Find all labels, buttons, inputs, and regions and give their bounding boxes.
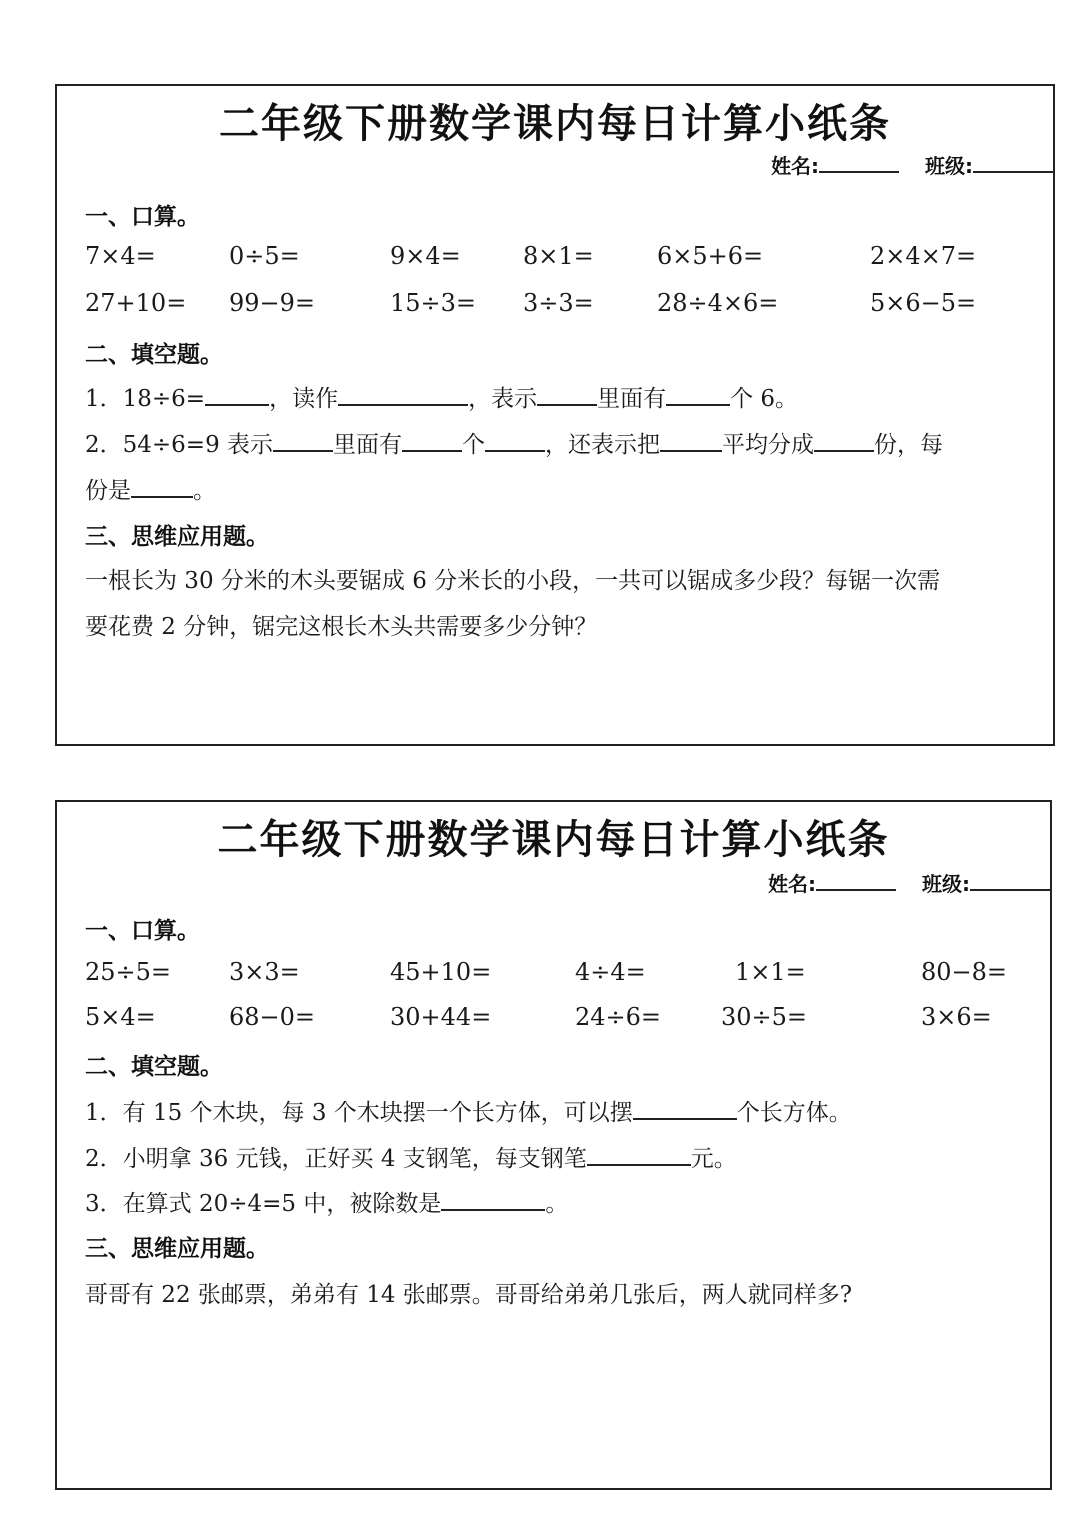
oral-problem: 8×1= — [523, 242, 594, 270]
fill-text: 。 — [545, 1191, 569, 1217]
answer-blank[interactable] — [633, 1096, 737, 1120]
oral-problem: 45+10= — [390, 958, 492, 986]
name-class-bar — [771, 150, 1053, 179]
oral-problem: 0÷5= — [229, 242, 300, 270]
answer-blank[interactable] — [441, 1187, 545, 1211]
fill-question-3 — [85, 1185, 568, 1218]
fill-question-2-cont — [85, 472, 216, 505]
fill-text: 份是 — [85, 478, 131, 504]
oral-problem: 9×4= — [390, 242, 461, 270]
fill-question-1 — [85, 1094, 852, 1127]
answer-blank[interactable] — [666, 382, 730, 406]
class-label: 班级: — [922, 872, 970, 896]
fill-text: 个 — [462, 432, 486, 458]
oral-problem: 68−0= — [229, 1003, 316, 1031]
oral-problem: 1×1= — [735, 958, 806, 986]
oral-problem: 5×6−5= — [870, 289, 977, 317]
section-heading-oral: 一、口算。 — [85, 918, 200, 944]
worksheet-title: 二年级下册数学课内每日计算小纸条 — [217, 817, 890, 863]
fill-text: 3．在算式 20÷4=5 中，被除数是 — [85, 1191, 442, 1217]
oral-problem: 24÷6= — [575, 1003, 662, 1031]
oral-problem: 99−9= — [229, 289, 316, 317]
fill-question-1 — [85, 380, 798, 413]
oral-problem: 6×5+6= — [657, 242, 764, 270]
fill-question-2 — [85, 1140, 737, 1173]
section-heading-thinking: 三、思维应用题。 — [85, 1236, 269, 1262]
name-label: 姓名: — [768, 872, 817, 896]
oral-problem: 5×4= — [85, 1003, 156, 1031]
word-problem-line: 一根长为 30 分米的木头要锯成 6 分米长的小段，一共可以锯成多少段？每锯一次需 — [85, 568, 941, 594]
answer-blank[interactable] — [402, 428, 462, 452]
oral-problem: 25÷5= — [85, 958, 172, 986]
oral-problem: 3÷3= — [523, 289, 594, 317]
oral-problem: 30÷5= — [721, 1003, 808, 1031]
answer-blank[interactable] — [273, 428, 333, 452]
fill-text: 里面有 — [597, 386, 667, 412]
word-problem-line: 哥哥有 22 张邮票，弟弟有 14 张邮票。哥哥给弟弟几张后，两人就同样多? — [85, 1282, 853, 1308]
answer-blank[interactable] — [205, 382, 269, 406]
fill-text: 元。 — [690, 1146, 737, 1172]
class-blank[interactable] — [973, 153, 1053, 173]
section-heading-fill: 二、填空题。 — [85, 342, 223, 368]
fill-text: ，表示 — [468, 386, 538, 412]
fill-text: 个 6。 — [730, 386, 799, 412]
answer-blank[interactable] — [485, 428, 545, 452]
oral-problem: 3×6= — [921, 1003, 992, 1031]
oral-problem: 30+44= — [390, 1003, 492, 1031]
answer-blank[interactable] — [660, 428, 722, 452]
fill-text: 份，每 — [874, 432, 944, 458]
section-heading-oral: 一、口算。 — [85, 204, 200, 230]
fill-text: 2．54÷6=9 表示 — [85, 432, 274, 458]
name-class-bar — [768, 868, 1050, 897]
answer-blank[interactable] — [587, 1142, 691, 1166]
class-label: 班级: — [925, 154, 973, 178]
fill-text: 1．18÷6= — [85, 386, 206, 412]
name-blank[interactable] — [816, 871, 896, 891]
fill-text: ，读作 — [269, 386, 339, 412]
section-heading-fill: 二、填空题。 — [85, 1054, 223, 1080]
worksheet-1 — [55, 84, 1055, 746]
fill-text: 2．小明拿 36 元钱，正好买 4 支钢笔，每支钢笔 — [85, 1146, 587, 1172]
fill-text: 平均分成 — [722, 432, 815, 458]
fill-text: 个长方体。 — [736, 1100, 852, 1126]
oral-problem: 28÷4×6= — [657, 289, 779, 317]
answer-blank[interactable] — [338, 382, 468, 406]
oral-problem: 2×4×7= — [870, 242, 977, 270]
answer-blank[interactable] — [131, 474, 193, 498]
oral-problem: 4÷4= — [575, 958, 646, 986]
oral-problem: 15÷3= — [390, 289, 477, 317]
fill-question-2 — [85, 426, 943, 459]
oral-problem: 80−8= — [921, 958, 1008, 986]
word-problem-line: 要花费 2 分钟，锯完这根长木头共需要多少分钟？ — [85, 614, 598, 640]
name-label: 姓名: — [771, 154, 820, 178]
fill-text: ，还表示把 — [545, 432, 661, 458]
class-blank[interactable] — [970, 871, 1050, 891]
name-blank[interactable] — [819, 153, 899, 173]
section-heading-thinking: 三、思维应用题。 — [85, 524, 269, 550]
answer-blank[interactable] — [537, 382, 597, 406]
worksheet-title: 二年级下册数学课内每日计算小纸条 — [219, 101, 891, 147]
oral-problem: 27+10= — [85, 289, 187, 317]
answer-blank[interactable] — [814, 428, 874, 452]
fill-text: 。 — [193, 478, 216, 504]
oral-problem: 7×4= — [85, 242, 156, 270]
fill-text: 里面有 — [333, 432, 403, 458]
worksheet-2 — [55, 800, 1052, 1490]
oral-problem: 3×3= — [229, 958, 300, 986]
fill-text: 1．有 15 个木块，每 3 个木块摆一个长方体，可以摆 — [85, 1100, 633, 1126]
